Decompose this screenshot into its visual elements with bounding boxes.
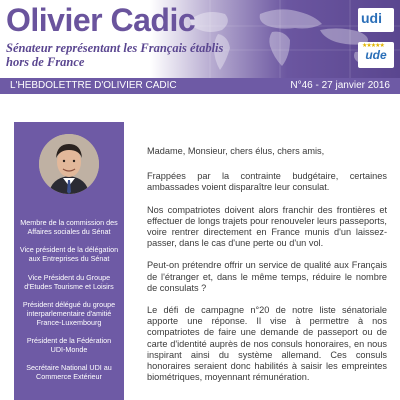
page-title: Olivier Cadic bbox=[6, 2, 196, 38]
eu-stars-icon: ★★★★★ bbox=[362, 43, 384, 49]
portrait-icon bbox=[39, 134, 99, 194]
paragraph: Peut-on prétendre offrir un service de qualité aux Français de l'étranger et, dans le même temps, réduire le nombre de consulats ? bbox=[147, 260, 387, 293]
list-item: Président de la Fédération UDI-Monde bbox=[26, 336, 112, 354]
newsletter-name: L'HEBDOLETTRE D'OLIVIER CADIC bbox=[10, 80, 177, 91]
newsletter-banner bbox=[0, 78, 400, 94]
list-item: Vice Président du Groupe d'Etudes Tourisme et Loisirs bbox=[24, 273, 114, 291]
udi-logo[interactable] bbox=[358, 8, 394, 32]
list-item: Secrétaire National UDI au Commerce Extérieur bbox=[26, 363, 112, 381]
list-item: Président délégué du groupe interparlementaire d'amitié France-Luxembourg bbox=[22, 300, 116, 327]
paragraph: Le défi de campagne n°20 de notre liste sénatoriale apporte une réponse. Il vise à permettre à nos compatriotes de faire une demande de passeport ou de carte d'identité auprès de nos consuls honoraires, en nous inspirant ainsi du système allemand. Ces consuls honoraires seraient donc habilités à saisir les empreintes biométriques, moyennant rémunération. bbox=[147, 305, 387, 383]
avatar bbox=[39, 134, 99, 194]
roles-list bbox=[14, 218, 124, 390]
ude-logo-text: ude bbox=[365, 48, 387, 62]
paragraph: Frappées par la contrainte budgétaire, certaines ambassades voient disparaître leur consulat. bbox=[147, 171, 387, 193]
udi-logo-text: udi bbox=[361, 10, 382, 26]
list-item: Vice président de la délégation aux Entreprises du Sénat bbox=[19, 245, 119, 263]
letter-body bbox=[147, 146, 387, 394]
page-subtitle: Sénateur représentant les Français établis hors de France bbox=[6, 41, 224, 69]
ude-logo[interactable] bbox=[358, 42, 394, 68]
sidebar bbox=[14, 122, 124, 400]
issue-date: N°46 - 27 janvier 2016 bbox=[290, 80, 390, 91]
newsletter-header bbox=[0, 0, 400, 78]
list-item: Membre de la commission des Affaires sociales du Sénat bbox=[20, 218, 118, 236]
paragraph: Nos compatriotes doivent alors franchir des frontières et effectuer de longs trajets pour renouveler leurs passeports, voire rentrer directement en France munis d'un laissez-passer, dans le cas d'une perte ou d'un vol. bbox=[147, 204, 387, 249]
greeting: Madame, Monsieur, chers élus, chers amis, bbox=[147, 146, 325, 156]
